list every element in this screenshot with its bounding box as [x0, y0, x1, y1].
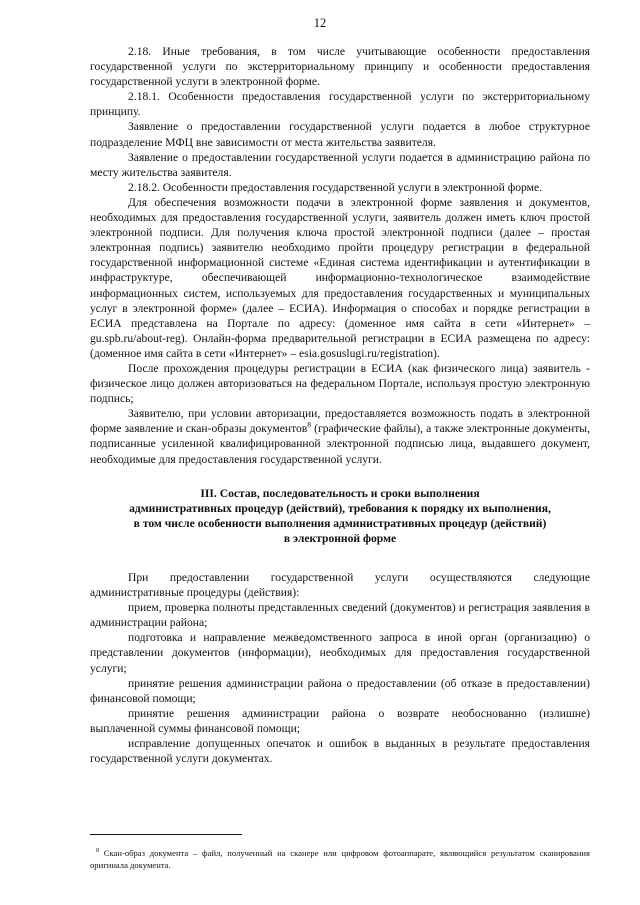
paragraph-authorization: После прохождения процедуры регистрации в ЕСИА (как физического лица) заявитель - физическое лицо должен авторизоваться на федеральном Портале, используя простую электронную подпись;	[90, 361, 590, 406]
section-heading-line-2: административных процедур (действий), требования к порядку их выполнения,	[129, 501, 551, 515]
footnote-text: Скан-образ документа – файл, полученный на сканере или цифровом фотоаппарате, являющийся результатом сканирования оригинала документа.	[90, 848, 590, 870]
upload-text-before: Заявителю, при условии авторизации, предоставляется возможность подать в электронной форме заявление и скан-образы документов	[90, 407, 590, 436]
document-body	[90, 44, 590, 766]
footnote	[90, 848, 590, 871]
paragraph-2-18: 2.18. Иные требования, в том числе учитывающие особенности предоставления государственной услуги по экстерриториальному принципу и особенности предоставления государственной услуги в электронной форме.	[90, 45, 590, 89]
footnote-number: 8	[96, 848, 99, 855]
paragraph-2-18-1: 2.18.1. Особенности предоставления государственной услуги по экстерриториальному принципу.	[90, 90, 590, 119]
paragraph-upload	[90, 406, 590, 466]
procedures-intro: При предоставлении государственной услуги осуществляются следующие административные процедуры (действия):	[90, 571, 590, 600]
procedure-item: исправление допущенных опечаток и ошибок в выданных в результате предоставления государственной услуги документах.	[90, 737, 590, 766]
procedure-item: прием, проверка полноты представленных сведений (документов) и регистрация заявления в администрации района;	[90, 601, 590, 630]
page-number: 12	[313, 16, 327, 30]
footnote-separator	[90, 834, 242, 835]
footnote-ref: 8	[307, 420, 312, 430]
section-heading-line-1: III. Состав, последовательность и сроки выполнения	[200, 486, 480, 500]
paragraph-esia-registration: Для обеспечения возможности подачи в электронной форме заявления и документов, необходимых для предоставления государственной услуги, заявитель должен иметь ключ простой электронной подписи. Для получения ключа простой электронной подписи (далее – простая электронная подпись) заявителю необходимо пройти процедуру регистрации в федеральной государственной информационной системе «Единая система идентификации и аутентификации в инфраструктуре, обеспечивающей информационно-технологическое взаимодействие информационных систем, используемых для предоставления государственных и муниципальных услуг в электронной форме» (далее – ЕСИА). Информация о способах и порядке регистрации в ЕСИА представлена на Портале по адресу: (доменное имя сайта в сети «Интернет» – gu.spb.ru/about-reg). Онлайн-форма предварительной регистрации в ЕСИА размещена по адресу: (доменное имя сайта в сети «Интернет» – esia.gosuslugi.ru/registration).	[90, 195, 590, 360]
section-heading-line-3: в том числе особенности выполнения административных процедур (действий)	[133, 516, 547, 530]
paragraph-mfc: Заявление о предоставлении государственной услуги подается в любое структурное подразделение МФЦ вне зависимости от места жительства заявителя.	[90, 120, 590, 149]
section-heading	[90, 486, 590, 546]
paragraph-2-18-2: 2.18.2. Особенности предоставления государственной услуги в электронной форме.	[128, 180, 543, 194]
procedure-item: принятие решения администрации района о возврате необоснованно (излишне) выплаченной суммы финансовой помощи;	[90, 706, 590, 735]
upload-text-after: (графические файлы), а также электронные документы, подписанные усиленной квалифицированной электронной подписью лица, выдавшего документ, необходимые для предоставления государственной услуги.	[90, 422, 590, 466]
section-heading-line-4: в электронной форме	[283, 531, 397, 545]
procedure-item: подготовка и направление межведомственного запроса в иной орган (организацию) о представлении документов (информации), необходимых для предоставления государственной услуги;	[90, 631, 590, 675]
paragraph-administration: Заявление о предоставлении государственной услуги подается в администрацию района по месту жительства заявителя.	[90, 150, 590, 179]
procedure-item: принятие решения администрации района о предоставлении (об отказе в предоставлении) финансовой помощи;	[90, 676, 590, 705]
